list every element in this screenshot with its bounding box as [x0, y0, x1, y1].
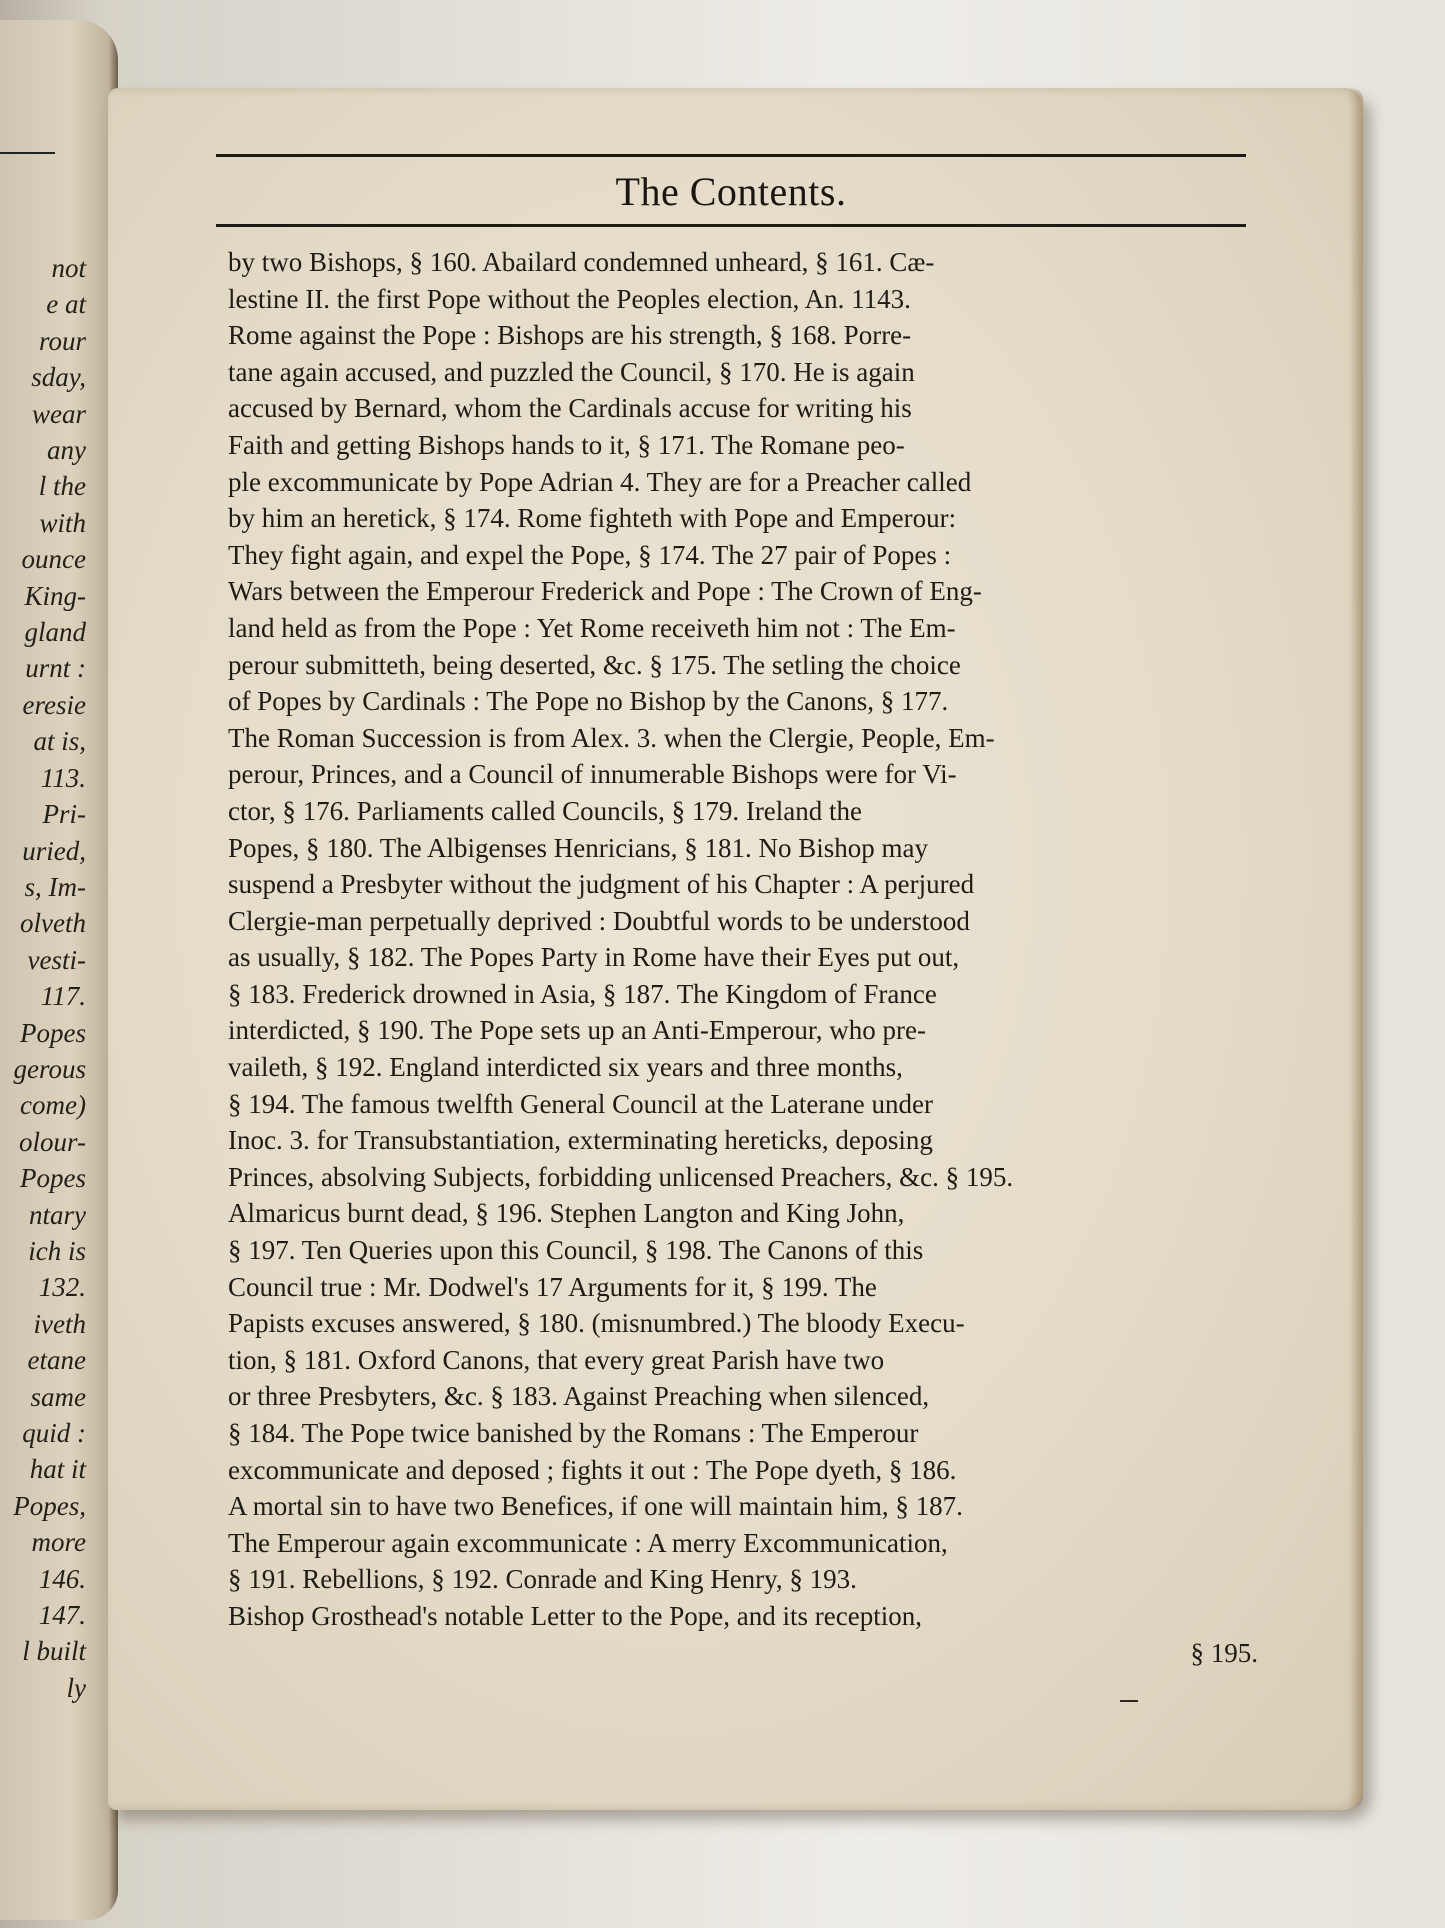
text-line: or three Presbyters, &c. § 183. Against Preaching when silenced,: [228, 1381, 930, 1412]
text-line: interdicted, § 190. The Pope sets up an Anti-Emperour, who pre-: [228, 1015, 927, 1046]
facing-page-fragment: etane: [27, 1345, 86, 1376]
facing-page-fragment: 117.: [40, 981, 86, 1012]
facing-page-fragment: vesti-: [27, 944, 86, 975]
text-line: tane again accused, and puzzled the Council, § 170. He is again: [228, 356, 915, 387]
book-page: [108, 88, 1363, 1810]
facing-page-fragment: King-: [24, 580, 86, 611]
facing-page-fragment: come): [20, 1090, 86, 1121]
facing-page-fragment: 132.: [38, 1272, 86, 1303]
text-line: A mortal sin to have two Benefices, if one will maintain him, § 187.: [228, 1491, 963, 1522]
facing-page-fragment: olveth: [20, 908, 86, 939]
facing-page-fragment: ich is: [28, 1235, 86, 1266]
text-line: land held as from the Pope : Yet Rome receiveth him not : The Em-: [228, 612, 956, 643]
facing-page-fragment: 146.: [38, 1563, 86, 1594]
facing-page-fragment: not: [51, 253, 86, 283]
text-line: by him an heretick, § 174. Rome fighteth with Pope and Emperour:: [228, 503, 957, 534]
text-line: § 191. Rebellions, § 192. Conrade and King Henry, § 193.: [228, 1564, 857, 1595]
text-line: § 184. The Pope twice banished by the Romans : The Emperour: [228, 1418, 919, 1448]
text-line: excommunicate and deposed ; fights it out : The Pope dyeth, § 186.: [228, 1454, 957, 1485]
facing-page-fragment: 113.: [40, 762, 86, 793]
text-line: ple excommunicate by Pope Adrian 4. They are for a Preacher called: [228, 466, 972, 497]
facing-page-text: [0, 250, 110, 1706]
text-line: accused by Bernard, whom the Cardinals accuse for writing his: [228, 393, 912, 424]
facing-page-fragment: ounce: [21, 544, 86, 575]
facing-page-rule: [0, 152, 55, 154]
text-line: Almaricus burnt dead, § 196. Stephen Langton and King John,: [228, 1198, 905, 1229]
facing-page-fragment: quid :: [22, 1418, 86, 1448]
text-line: § 183. Frederick drowned in Asia, § 187. The Kingdom of France: [228, 978, 937, 1009]
facing-page-fragment: gland: [24, 617, 86, 648]
text-line: § 194. The famous twelfth General Council at the Laterane under: [228, 1088, 934, 1119]
facing-page-fragment: Popes: [20, 1163, 86, 1194]
facing-page-fragment: uried,: [22, 835, 86, 866]
text-line: as usually, § 182. The Popes Party in Rome have their Eyes put out,: [228, 942, 960, 973]
facing-page-fragment: Popes: [20, 1017, 86, 1048]
text-line: Faith and getting Bishops hands to it, § 171. The Romane peo-: [228, 429, 905, 460]
facing-page-fragment: 147.: [38, 1600, 86, 1631]
facing-page-fragment: wear: [32, 398, 86, 429]
text-line: The Roman Succession is from Alex. 3. when the Clergie, People, Em-: [228, 722, 995, 753]
facing-page-fragment: olour-: [19, 1126, 86, 1157]
facing-page-fragment: ntary: [29, 1199, 86, 1230]
text-line: Inoc. 3. for Transubstantiation, exterminating hereticks, deposing: [228, 1125, 933, 1156]
facing-page-fragment: iveth: [33, 1308, 86, 1339]
text-line: The Emperour again excommunicate : A merry Excommunication,: [228, 1527, 948, 1558]
text-line: § 197. Ten Queries upon this Council, § 198. The Canons of this: [228, 1235, 924, 1266]
facing-page-fragment: l built: [22, 1636, 86, 1667]
text-line: Council true : Mr. Dodwel's 17 Arguments for it, § 199. The: [228, 1271, 877, 1302]
text-line: Wars between the Emperour Frederick and Pope : The Crown of Eng-: [228, 576, 982, 607]
facing-page-fragment: gerous: [13, 1053, 86, 1084]
text-line: Rome against the Pope : Bishops are his strength, § 168. Porre-: [228, 320, 912, 351]
header-rule-top: [216, 154, 1246, 157]
text-line: vaileth, § 192. England interdicted six years and three months,: [228, 1052, 903, 1083]
facing-page-fragment: Pri-: [42, 799, 86, 830]
text-line: tion, § 181. Oxford Canons, that every great Parish have two: [228, 1344, 885, 1375]
facing-page-fragment: e at: [46, 289, 86, 320]
facing-page-fragment: eresie: [22, 689, 86, 720]
facing-page-fragment: urnt :: [25, 653, 86, 684]
text-line: suspend a Presbyter without the judgment of his Chapter : A perjured: [228, 869, 975, 900]
text-line: of Popes by Cardinals : The Pope no Bishop by the Canons, § 177.: [228, 686, 949, 717]
facing-page-fragment: at is,: [33, 726, 86, 757]
facing-page-fragment: ly: [66, 1672, 86, 1703]
text-line: lestine II. the first Pope without the Peoples election, An. 1143.: [228, 283, 911, 314]
contents-text: [228, 244, 1258, 1671]
facing-page-fragment: Popes,: [13, 1490, 86, 1521]
facing-page-fragment: any: [47, 435, 86, 466]
facing-page-fragment: l the: [38, 471, 86, 502]
facing-page-fragment: s, Im-: [24, 871, 86, 902]
text-line: Papists excuses answered, § 180. (misnumbred.) The bloody Execu-: [228, 1308, 965, 1339]
text-line: Popes, § 180. The Albigenses Henricians, § 181. No Bishop may: [228, 832, 928, 863]
text-line: perour, Princes, and a Council of innumerable Bishops were for Vi-: [228, 759, 957, 790]
page-title: The Contents.: [615, 169, 847, 214]
facing-page-fragment: more: [31, 1527, 86, 1558]
facing-page-fragment: rour: [38, 325, 86, 356]
text-line: Princes, absolving Subjects, forbidding unlicensed Preachers, &c. § 195.: [228, 1161, 1014, 1192]
text-line: Clergie-man perpetually deprived : Doubtful words to be understood: [228, 905, 970, 936]
header-rule-bottom: [216, 224, 1246, 227]
text-line-final: § 195.: [1190, 1637, 1258, 1668]
facing-page-fragment: hat it: [29, 1454, 86, 1485]
facing-page-fragment: with: [39, 507, 86, 538]
text-line: Bishop Grosthead's notable Letter to the Pope, and its reception,: [228, 1600, 922, 1631]
text-line: They fight again, and expel the Pope, § 174. The 27 pair of Popes :: [228, 539, 952, 570]
facing-page-fragment: same: [30, 1381, 86, 1412]
text-line: by two Bishops, § 160. Abailard condemned unheard, § 161. Cæ-: [228, 247, 935, 277]
page-end-mark: [1120, 1700, 1138, 1702]
facing-page-fragment: sday,: [31, 362, 86, 393]
text-line: ctor, § 176. Parliaments called Councils, § 179. Ireland the: [228, 795, 863, 826]
text-line: perour submitteth, being deserted, &c. § 175. The setling the choice: [228, 649, 961, 680]
facing-page-edge: [0, 20, 118, 1920]
